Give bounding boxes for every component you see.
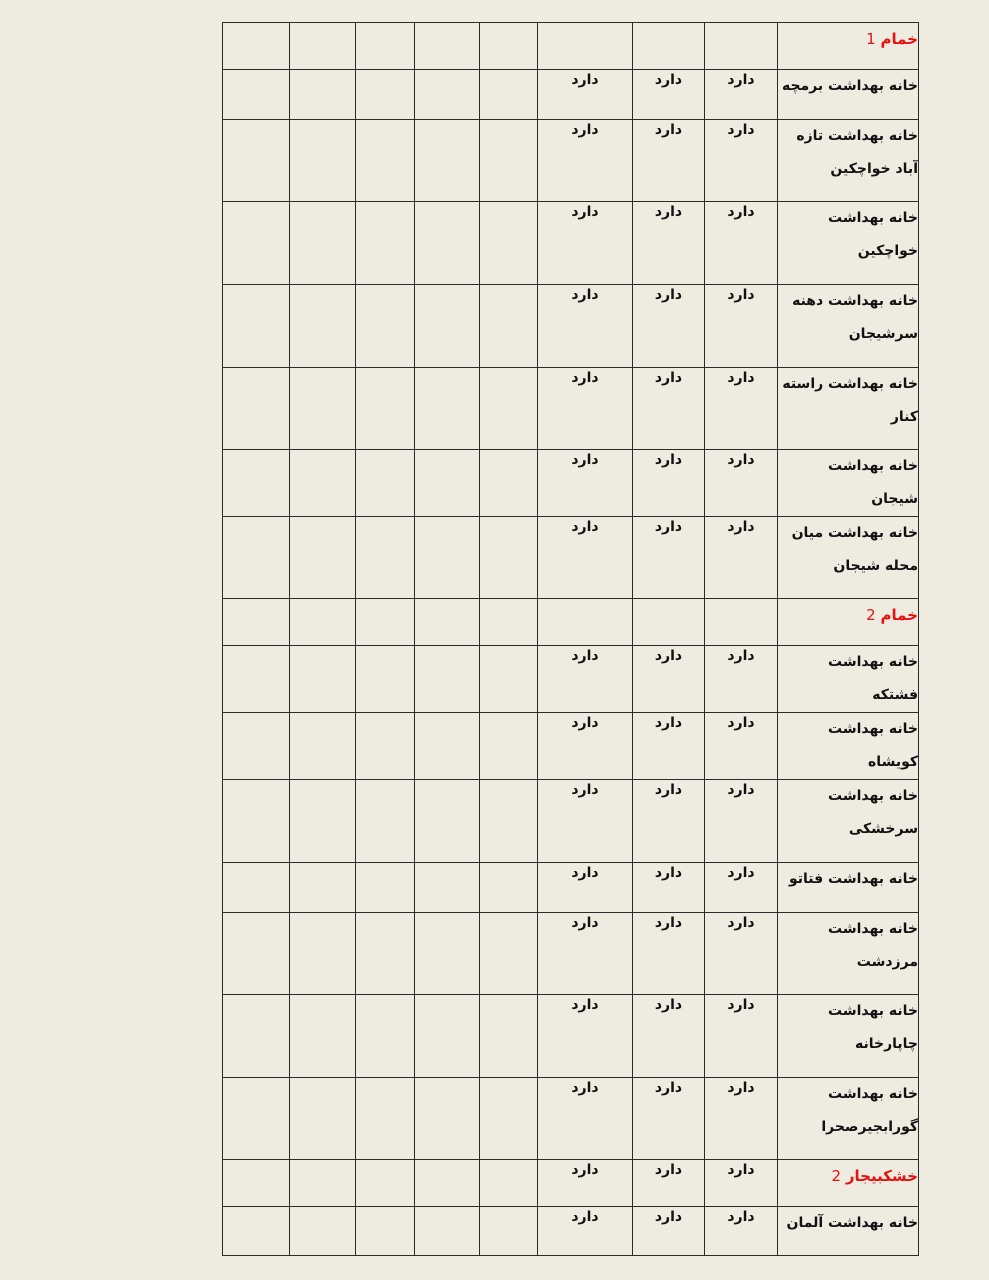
table-row <box>223 913 919 995</box>
empty-cell <box>415 285 480 368</box>
table-row <box>223 285 919 368</box>
empty-cell <box>356 517 415 599</box>
section-number: 2 <box>866 606 876 624</box>
table-row <box>223 202 919 285</box>
health-houses-table <box>222 22 919 1256</box>
empty-cell <box>415 450 480 517</box>
section-title-cell <box>778 23 919 70</box>
status-cell: دارد <box>705 1160 778 1207</box>
empty-cell <box>480 995 538 1078</box>
empty-cell <box>290 368 356 450</box>
health-house-name: خانه بهداشت فتاتو <box>778 863 919 913</box>
status-cell: دارد <box>633 646 705 713</box>
empty-cell <box>480 863 538 913</box>
health-house-name: خانه بهداشت تازه آباد خواچکین <box>778 120 919 202</box>
empty-cell <box>290 780 356 863</box>
empty-cell <box>223 713 290 780</box>
status-cell: دارد <box>538 450 633 517</box>
empty-cell <box>356 599 415 646</box>
empty-cell <box>290 450 356 517</box>
status-cell: دارد <box>705 202 778 285</box>
empty-cell <box>415 995 480 1078</box>
empty-cell <box>415 780 480 863</box>
empty-cell <box>480 120 538 202</box>
status-cell: دارد <box>538 517 633 599</box>
section-title-cell <box>778 599 919 646</box>
empty-cell <box>223 1207 290 1256</box>
empty-cell <box>223 599 290 646</box>
status-cell: دارد <box>705 450 778 517</box>
section-row <box>223 23 919 70</box>
status-cell: دارد <box>633 863 705 913</box>
status-cell: دارد <box>705 913 778 995</box>
empty-cell <box>356 368 415 450</box>
empty-cell <box>223 995 290 1078</box>
empty-cell <box>415 202 480 285</box>
empty-cell <box>480 1207 538 1256</box>
status-cell: دارد <box>538 70 633 120</box>
section-number: 2 <box>831 1167 841 1185</box>
status-cell: دارد <box>633 70 705 120</box>
empty-cell <box>480 450 538 517</box>
empty-cell <box>356 285 415 368</box>
status-cell <box>538 23 633 70</box>
health-house-name: خانه بهداشت میان محله شیجان <box>778 517 919 599</box>
empty-cell <box>223 517 290 599</box>
status-cell: دارد <box>538 646 633 713</box>
empty-cell <box>480 713 538 780</box>
empty-cell <box>290 646 356 713</box>
empty-cell <box>415 913 480 995</box>
empty-cell <box>290 995 356 1078</box>
empty-cell <box>223 913 290 995</box>
empty-cell <box>290 913 356 995</box>
status-cell: دارد <box>538 202 633 285</box>
empty-cell <box>290 713 356 780</box>
table-row <box>223 1078 919 1160</box>
status-cell: دارد <box>705 1207 778 1256</box>
status-cell: دارد <box>705 646 778 713</box>
health-house-name: خانه بهداشت چاپارخانه <box>778 995 919 1078</box>
empty-cell <box>480 1160 538 1207</box>
status-cell: دارد <box>633 120 705 202</box>
section-title: خمام <box>880 606 918 624</box>
health-house-name: خانه بهداشت آلمان <box>778 1207 919 1256</box>
status-cell: دارد <box>633 368 705 450</box>
empty-cell <box>290 285 356 368</box>
empty-cell <box>415 517 480 599</box>
empty-cell <box>356 1160 415 1207</box>
status-cell: دارد <box>705 863 778 913</box>
status-cell: دارد <box>705 995 778 1078</box>
empty-cell <box>356 995 415 1078</box>
empty-cell <box>415 713 480 780</box>
status-cell: دارد <box>705 70 778 120</box>
health-house-name: خانه بهداشت راسته کنار <box>778 368 919 450</box>
empty-cell <box>356 713 415 780</box>
empty-cell <box>356 780 415 863</box>
empty-cell <box>223 646 290 713</box>
status-cell: دارد <box>705 517 778 599</box>
section-title: خمام <box>880 30 918 48</box>
empty-cell <box>223 1160 290 1207</box>
empty-cell <box>480 23 538 70</box>
status-cell: دارد <box>633 713 705 780</box>
table-row <box>223 713 919 780</box>
empty-cell <box>356 70 415 120</box>
empty-cell <box>356 23 415 70</box>
status-cell: دارد <box>633 780 705 863</box>
health-house-name: خانه بهداشت کویشاه <box>778 713 919 780</box>
status-cell: دارد <box>705 1078 778 1160</box>
table-row <box>223 450 919 517</box>
empty-cell <box>415 1207 480 1256</box>
table-row <box>223 368 919 450</box>
status-cell: دارد <box>705 285 778 368</box>
status-cell: دارد <box>633 450 705 517</box>
health-house-name: خانه بهداشت برمچه <box>778 70 919 120</box>
section-row <box>223 1160 919 1207</box>
status-cell: دارد <box>705 713 778 780</box>
health-house-name: خانه بهداشت گورابجیرصحرا <box>778 1078 919 1160</box>
empty-cell <box>480 285 538 368</box>
empty-cell <box>356 863 415 913</box>
empty-cell <box>290 863 356 913</box>
status-cell <box>633 23 705 70</box>
table-row <box>223 995 919 1078</box>
empty-cell <box>415 646 480 713</box>
empty-cell <box>223 70 290 120</box>
empty-cell <box>356 1078 415 1160</box>
empty-cell <box>290 23 356 70</box>
table-row <box>223 120 919 202</box>
empty-cell <box>356 646 415 713</box>
status-cell: دارد <box>538 713 633 780</box>
status-cell: دارد <box>538 1160 633 1207</box>
empty-cell <box>415 1160 480 1207</box>
empty-cell <box>480 780 538 863</box>
status-cell: دارد <box>633 1207 705 1256</box>
table-row <box>223 517 919 599</box>
section-title: خشکبیجار <box>845 1167 918 1185</box>
table-row <box>223 646 919 713</box>
status-cell: دارد <box>538 995 633 1078</box>
empty-cell <box>480 599 538 646</box>
status-cell: دارد <box>538 1078 633 1160</box>
empty-cell <box>415 599 480 646</box>
section-row <box>223 599 919 646</box>
empty-cell <box>223 120 290 202</box>
empty-cell <box>223 450 290 517</box>
empty-cell <box>223 863 290 913</box>
empty-cell <box>290 70 356 120</box>
status-cell: دارد <box>538 913 633 995</box>
empty-cell <box>480 646 538 713</box>
empty-cell <box>480 202 538 285</box>
empty-cell <box>290 120 356 202</box>
health-house-name: خانه بهداشت خواچکین <box>778 202 919 285</box>
empty-cell <box>290 517 356 599</box>
empty-cell <box>223 780 290 863</box>
status-cell <box>538 599 633 646</box>
status-cell: دارد <box>538 863 633 913</box>
empty-cell <box>223 23 290 70</box>
empty-cell <box>223 285 290 368</box>
empty-cell <box>223 1078 290 1160</box>
health-house-name: خانه بهداشت مرزدشت <box>778 913 919 995</box>
status-cell <box>633 599 705 646</box>
table-row <box>223 70 919 120</box>
empty-cell <box>290 599 356 646</box>
status-cell: دارد <box>705 120 778 202</box>
status-cell <box>705 23 778 70</box>
empty-cell <box>356 913 415 995</box>
status-cell: دارد <box>538 1207 633 1256</box>
empty-cell <box>290 202 356 285</box>
empty-cell <box>415 120 480 202</box>
empty-cell <box>223 368 290 450</box>
status-cell: دارد <box>633 1078 705 1160</box>
health-house-name: خانه بهداشت فشتکه <box>778 646 919 713</box>
table-row <box>223 863 919 913</box>
status-cell: دارد <box>633 285 705 368</box>
status-cell: دارد <box>633 517 705 599</box>
empty-cell <box>223 202 290 285</box>
empty-cell <box>415 368 480 450</box>
health-house-name: خانه بهداشت دهنه سرشیجان <box>778 285 919 368</box>
status-cell <box>705 599 778 646</box>
empty-cell <box>290 1078 356 1160</box>
empty-cell <box>290 1207 356 1256</box>
status-cell: دارد <box>538 368 633 450</box>
empty-cell <box>415 23 480 70</box>
status-cell: دارد <box>633 202 705 285</box>
empty-cell <box>480 1078 538 1160</box>
status-cell: دارد <box>633 913 705 995</box>
empty-cell <box>415 1078 480 1160</box>
empty-cell <box>356 120 415 202</box>
status-cell: دارد <box>538 120 633 202</box>
empty-cell <box>480 368 538 450</box>
empty-cell <box>480 70 538 120</box>
table-row <box>223 780 919 863</box>
health-house-name: خانه بهداشت سرخشکی <box>778 780 919 863</box>
empty-cell <box>415 70 480 120</box>
status-cell: دارد <box>538 780 633 863</box>
table-row <box>223 1207 919 1256</box>
health-house-name: خانه بهداشت شیجان <box>778 450 919 517</box>
empty-cell <box>480 517 538 599</box>
empty-cell <box>356 1207 415 1256</box>
status-cell: دارد <box>705 368 778 450</box>
status-cell: دارد <box>633 995 705 1078</box>
status-cell: دارد <box>633 1160 705 1207</box>
empty-cell <box>356 450 415 517</box>
empty-cell <box>415 863 480 913</box>
empty-cell <box>356 202 415 285</box>
section-number: 1 <box>866 30 876 48</box>
empty-cell <box>480 913 538 995</box>
empty-cell <box>290 1160 356 1207</box>
section-title-cell <box>778 1160 919 1207</box>
status-cell: دارد <box>705 780 778 863</box>
status-cell: دارد <box>538 285 633 368</box>
